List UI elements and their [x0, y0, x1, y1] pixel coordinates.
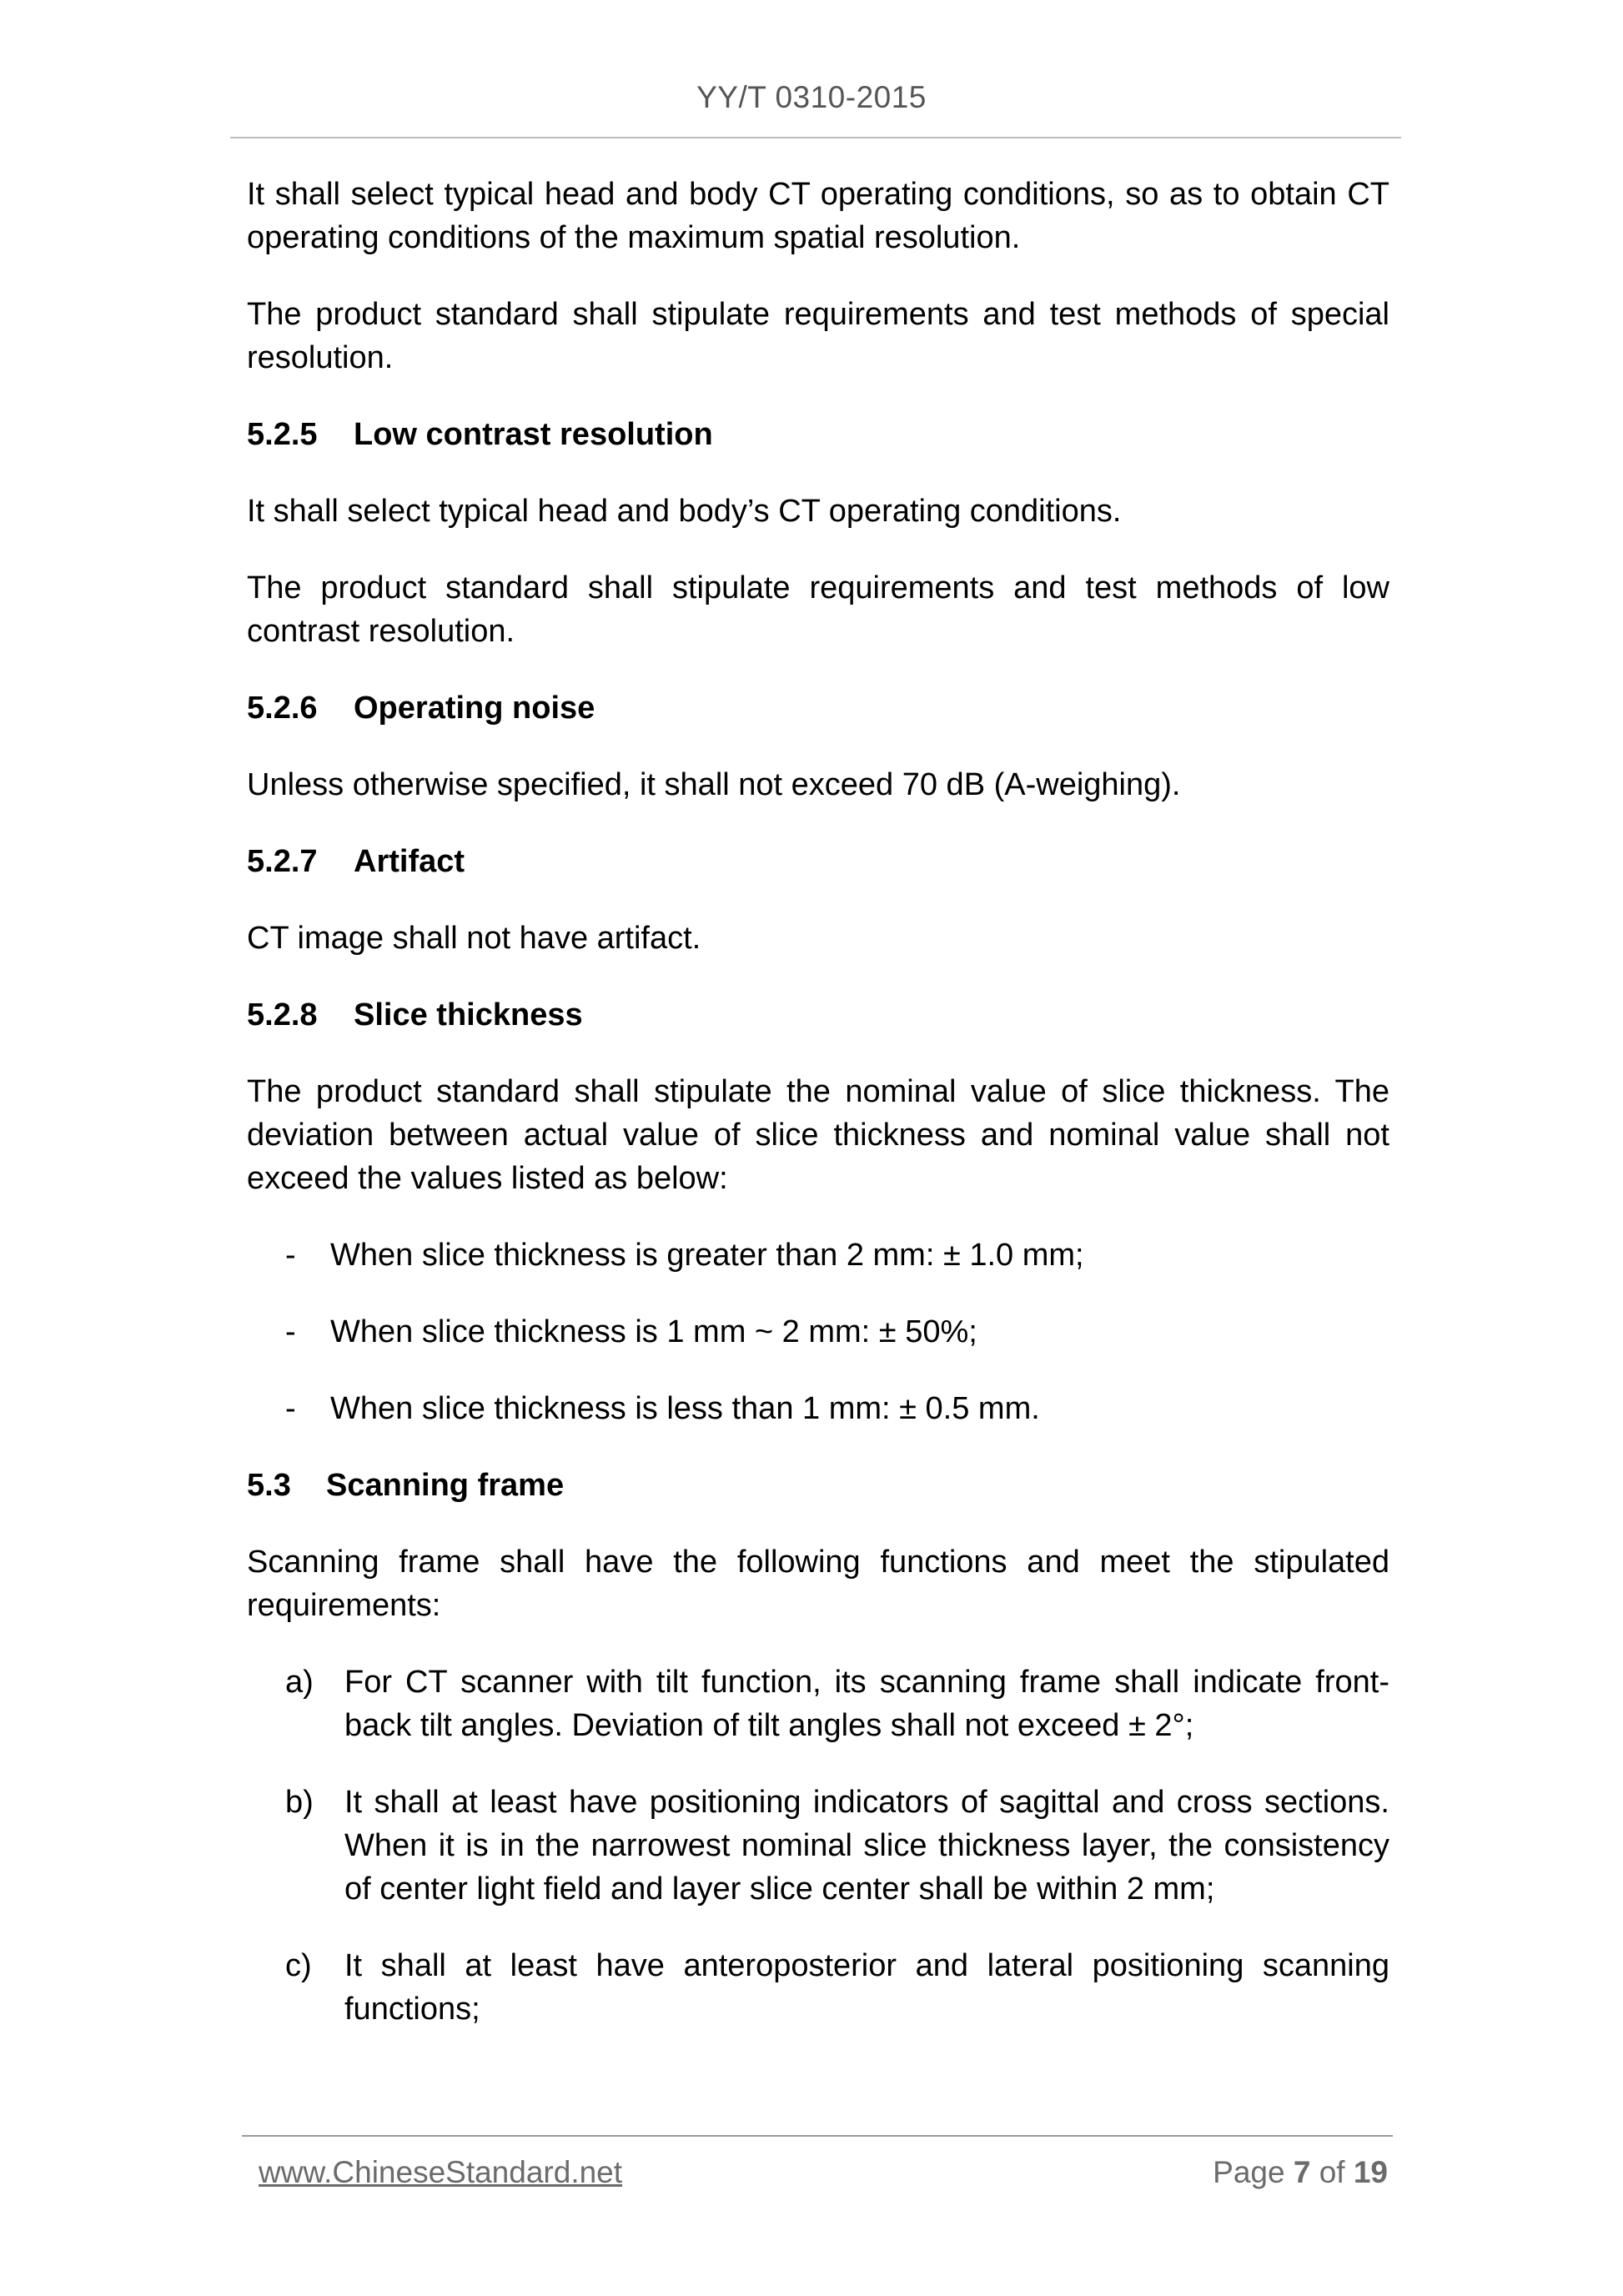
- paragraph-slice-thickness: The product standard shall stipulate the nominal value of slice thickness. The deviation between actual value of slice thickness and nominal value shall not exceed the values listed as below:: [247, 1074, 1389, 1196]
- list-item-text: When slice thickness is 1 mm ~ 2 mm: ± 50%;: [330, 1314, 977, 1349]
- section-number: 5.2.5: [247, 417, 318, 452]
- footer-divider: [242, 2135, 1393, 2137]
- paragraph-low-contrast-conditions: It shall select typical head and body’s CT operating conditions.: [247, 494, 1122, 529]
- current-page: 7: [1293, 2155, 1311, 2189]
- document-code-header: YY/T 0310-2015: [696, 80, 927, 114]
- header-divider: [230, 137, 1401, 138]
- section-number: 5.2.7: [247, 844, 318, 879]
- list-item: [247, 1310, 1389, 1354]
- list-marker: b): [285, 1785, 314, 1820]
- section-title: Operating noise: [354, 691, 595, 726]
- list-item: [247, 1781, 1389, 1911]
- section-heading-5-2-6: [247, 686, 1389, 730]
- section-title: Low contrast resolution: [354, 417, 713, 452]
- total-pages: 19: [1353, 2155, 1388, 2189]
- list-dash: -: [285, 1238, 296, 1273]
- list-dash: -: [285, 1391, 296, 1426]
- list-item-text: When slice thickness is greater than 2 mm: ± 1.0 mm;: [330, 1238, 1084, 1273]
- list-dash: -: [285, 1314, 296, 1349]
- list-item-text: When slice thickness is less than 1 mm: ± 0.5 mm.: [330, 1391, 1040, 1426]
- list-item: [247, 1387, 1389, 1430]
- list-marker: a): [285, 1665, 314, 1700]
- list-item-text: It shall at least have positioning indicators of sagittal and cross sections. When it is in the narrowest nominal slice thickness layer, the consistency of center light field and layer slice center shall be within 2 mm;: [344, 1785, 1389, 1907]
- section-title: Slice thickness: [354, 997, 583, 1032]
- page-number: [1213, 2155, 1388, 2190]
- section-number: 5.2.8: [247, 997, 318, 1032]
- list-item: [247, 1660, 1389, 1747]
- section-number: 5.2.6: [247, 691, 318, 726]
- section-heading-5-2-8: [247, 993, 1389, 1037]
- paragraph-spatial-resolution-conditions: It shall select typical head and body CT operating conditions, so as to obtain CT operating conditions of the maximum spatial resolution.: [247, 177, 1389, 255]
- section-title: Scanning frame: [326, 1468, 565, 1503]
- paragraph-operating-noise: Unless otherwise specified, it shall not exceed 70 dB (A-weighing).: [247, 767, 1181, 802]
- section-heading-5-2-5: [247, 413, 1389, 456]
- paragraph-low-contrast-requirements: The product standard shall stipulate requirements and test methods of low contrast resolution.: [247, 570, 1389, 649]
- list-item: [247, 1233, 1389, 1277]
- section-heading-5-3: [247, 1464, 1389, 1507]
- section-heading-5-2-7: [247, 840, 1389, 883]
- section-number: 5.3: [247, 1468, 291, 1503]
- website-link[interactable]: www.ChineseStandard.net: [259, 2155, 623, 2189]
- page-of-label: of: [1319, 2155, 1345, 2189]
- list-item-text: It shall at least have anteroposterior and lateral positioning scanning functions;: [344, 1948, 1389, 2027]
- paragraph-scanning-frame: Scanning frame shall have the following functions and meet the stipulated requirements:: [247, 1545, 1389, 1623]
- paragraph-spatial-resolution-requirements: The product standard shall stipulate requirements and test methods of special resolution.: [247, 297, 1389, 375]
- list-marker: c): [285, 1948, 312, 1983]
- page-label: Page: [1213, 2155, 1285, 2189]
- paragraph-artifact: CT image shall not have artifact.: [247, 921, 701, 956]
- section-title: Artifact: [354, 844, 465, 879]
- list-item-text: For CT scanner with tilt function, its scanning frame shall indicate front-back tilt angles. Deviation of tilt angles shall not exceed ± 2°;: [344, 1665, 1389, 1743]
- list-item: [247, 1944, 1389, 2031]
- page-body: [247, 173, 1389, 2064]
